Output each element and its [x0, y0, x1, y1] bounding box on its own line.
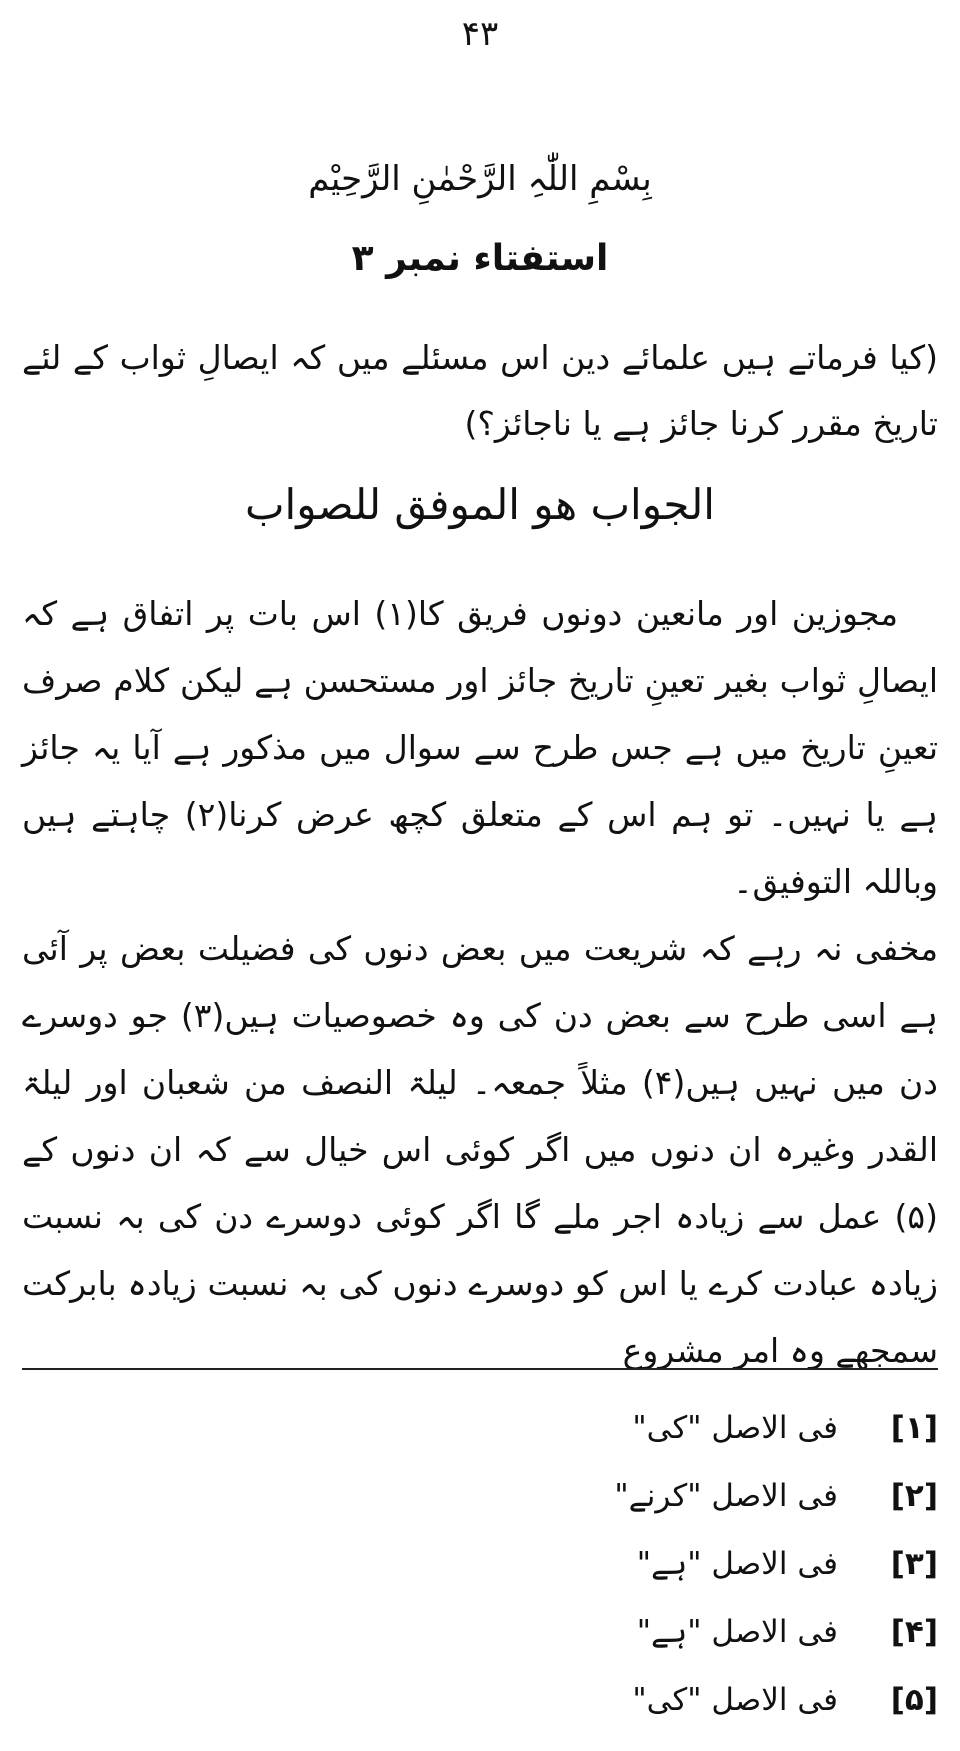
footnote-text: فی الاصل "کی" [632, 1410, 838, 1446]
footnote-marker: [۱] [890, 1410, 938, 1446]
footnotes-list [438, 1394, 938, 1734]
answer-body [22, 580, 938, 1384]
footnote-text: فی الاصل "کی" [632, 1682, 838, 1718]
bismillah-heading: بِسْمِ اللّٰہِ الرَّحْمٰنِ الرَّحِیْم [308, 159, 652, 199]
footnote-item [438, 1394, 938, 1462]
footnote-item [438, 1462, 938, 1530]
answer-heading: الجواب ھو الموفق للصواب [245, 480, 715, 529]
footnote-marker: [۵] [890, 1682, 938, 1718]
answer-paragraph-1: مجوزین اور مانعین دونوں فریق کا(۱) اس بات پر اتفاق ہے کہ ایصالِ ثواب بغیر تعینِ تاریخ جائز اور مستحسن ہے لیکن کلام صرف تعینِ تاریخ میں ہے جس طرح سے سوال میں مذکور ہے آیا یہ جائز ہے یا نہیں۔ تو ہم اس کے متعلق کچھ عرض کرنا(۲) چاہتے ہیں وباللہ التوفیق۔ [22, 594, 938, 901]
footnote-item [438, 1530, 938, 1598]
footnote-text: فی الاصل "کرنے" [614, 1478, 838, 1514]
footnote-item [438, 1666, 938, 1734]
question-text: (کیا فرماتے ہیں علمائے دین اس مسئلے میں کہ ایصالِ ثواب کے لئے تاریخ مقرر کرنا جائز ہے یا ناجائز؟) [22, 338, 938, 443]
footnote-divider [22, 1368, 938, 1370]
fatwa-title: استفتاء نمبر ۳ [351, 238, 609, 279]
footnote-marker: [۴] [890, 1614, 938, 1650]
answer-paragraph-2: مخفی نہ رہے کہ شریعت میں بعض دنوں کی فضیلت بعض پر آئی ہے اسی طرح سے بعض دن کی وہ خصوصیات ہیں(۳) جو دوسرے دن میں نہیں ہیں(۴) مثلاً جمعہ۔ لیلۃ النصف من شعبان اور لیلۃ القدر وغیرہ ان دنوں میں اگر کوئی اس خیال سے کہ ان دنوں کے (۵) عمل سے زیادہ اجر ملے گا اگر کوئی دوسرے دن کی بہ نسبت زیادہ عبادت کرے یا اس کو دوسرے دنوں کی بہ نسبت زیادہ بابرکت سمجھے وہ امر مشروع [22, 929, 938, 1370]
footnote-text: فی الاصل "ہے" [636, 1546, 838, 1582]
footnote-marker: [۳] [890, 1546, 938, 1582]
page-number: ۴۳ [461, 14, 499, 54]
footnote-item [438, 1598, 938, 1666]
footnote-marker: [۲] [890, 1478, 938, 1514]
footnote-text: فی الاصل "ہے" [636, 1614, 838, 1650]
